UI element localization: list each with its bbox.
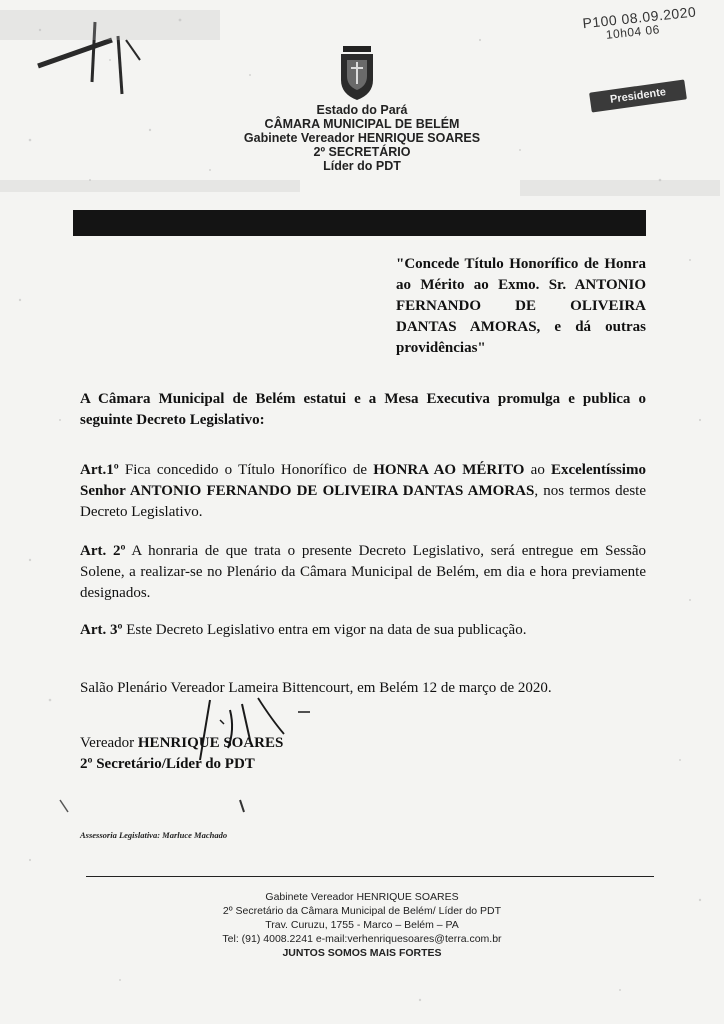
footer	[162, 890, 562, 960]
chamber-name: CÂMARA MUNICIPAL DE BELÉM	[264, 117, 460, 131]
signature-block	[80, 733, 380, 775]
signature-role: 2º Secretário/Líder do PDT	[80, 756, 255, 772]
article-3-text: Este Decreto Legislativo entra em vigor na data de sua publicação.	[122, 622, 527, 638]
article-2-label: Art. 2º	[80, 543, 126, 559]
footer-motto: JUNTOS SOMOS MAIS FORTES	[282, 947, 442, 959]
article-2	[80, 541, 646, 604]
article-1-text-b: ao	[524, 462, 551, 478]
preamble: A Câmara Municipal de Belém estatui e a Mesa Executiva promulga e publica o seguinte Decreto Legislativo:	[80, 391, 646, 428]
signature-name: HENRIQUE SOARES	[137, 735, 284, 751]
ementa: "Concede Título Honorífico de Honra ao Mérito ao Exmo. Sr. ANTONIO FERNANDO DE OLIVEIRA DANTAS AMORAS, e dá outras providências"	[396, 256, 646, 356]
article-1-honoree: Excelentíssimo Senhor ANTONIO FERNANDO DE OLIVEIRA DANTAS AMORAS	[80, 462, 646, 499]
article-1-honor: HONRA AO MÉRITO	[373, 462, 525, 478]
signature-prefix: Vereador	[80, 735, 138, 751]
role-title: 2º SECRETÁRIO	[313, 145, 411, 159]
article-3-label: Art. 3º	[80, 622, 123, 638]
assessoria-note: Assessoria Legislativa: Marluce Machado	[80, 830, 228, 840]
closing-line: Salão Plenário Vereador Lameira Bittencourt, em Belém 12 de março de 2020.	[80, 680, 552, 696]
footer-role: 2º Secretário da Câmara Municipal de Belém/ Líder do PDT	[222, 905, 502, 917]
stamp-date: 08.09.2020	[620, 3, 697, 28]
letterhead	[170, 103, 554, 173]
coat-of-arms-icon	[339, 46, 375, 100]
article-1	[80, 460, 646, 523]
article-1-label: Art.1º	[80, 462, 119, 478]
footer-office: Gabinete Vereador HENRIQUE SOARES	[265, 891, 459, 903]
footer-divider	[86, 876, 654, 877]
article-2-text: A honraria de que trata o presente Decreto Legislativo, será entregue em Sessão Solene, a realizar-se no Plenário da Câmara Municipal de Belém, em dia e hora previamente designados.	[80, 543, 647, 601]
party-title: Líder do PDT	[323, 159, 401, 173]
presidente-stamp: Presidente	[589, 79, 687, 112]
state-name: Estado do Pará	[316, 103, 408, 117]
stamp-time: 10h04 06	[605, 22, 661, 42]
article-3	[80, 620, 646, 641]
redaction-bar	[73, 210, 646, 236]
protocol-stamp	[582, 4, 704, 44]
office-name: Gabinete Vereador HENRIQUE SOARES	[243, 131, 481, 145]
article-1-text-c: , nos termos deste Decreto Legislativo.	[80, 483, 646, 520]
footer-address: Trav. Curuzu, 1755 - Marco – Belém – PA	[265, 919, 459, 931]
stamp-protocol: P100	[581, 11, 618, 32]
footer-contact: Tel: (91) 4008.2241 e-mail:verhenriquesoares@terra.com.br	[222, 933, 502, 945]
article-1-text-a: Fica concedido o Título Honorífico de	[118, 462, 374, 478]
